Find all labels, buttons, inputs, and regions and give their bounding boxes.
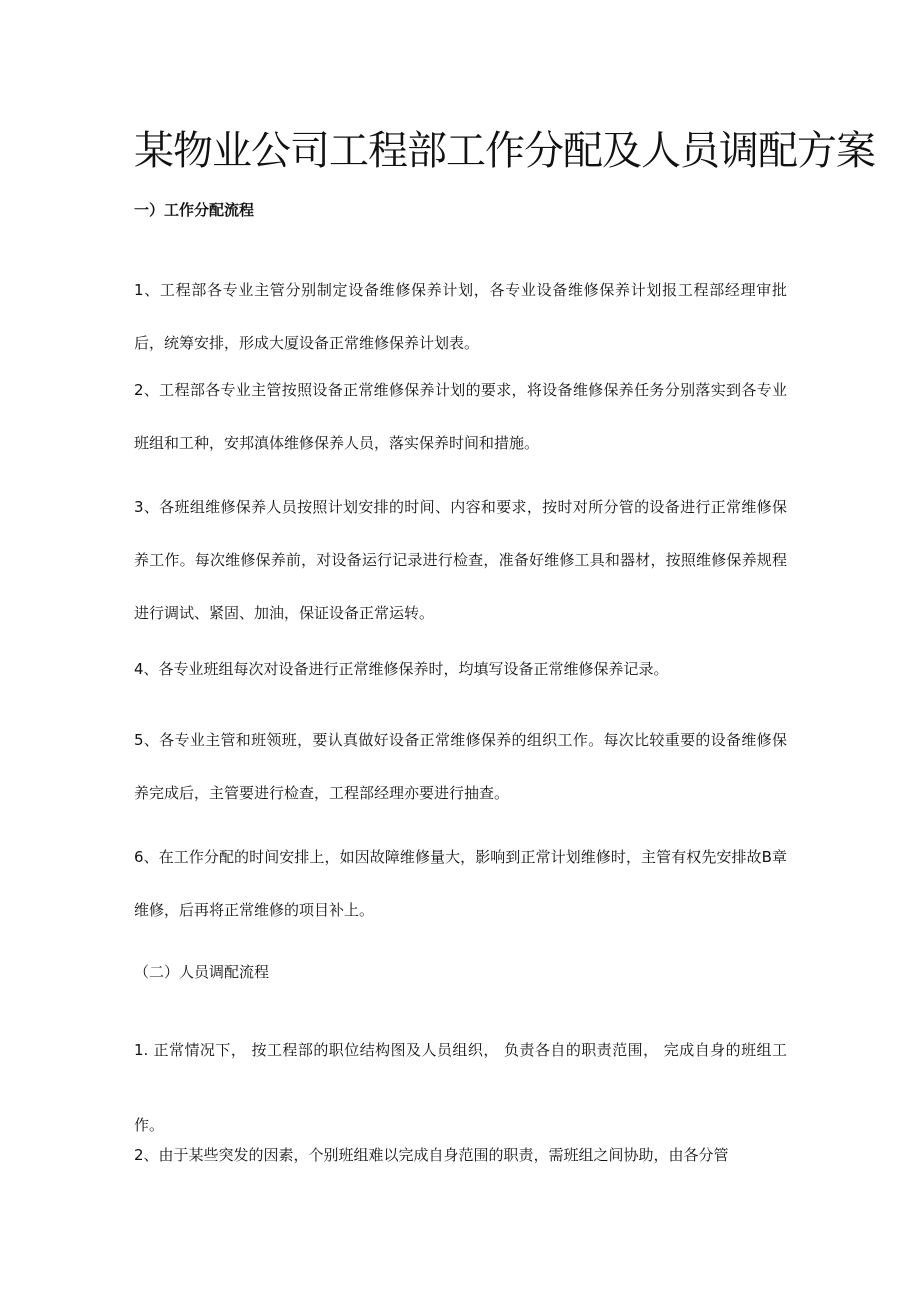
document-title: 某物业公司工程部工作分配及人员调配方案 xyxy=(134,128,875,174)
section-heading-work-allocation: 一）工作分配流程 xyxy=(134,201,255,219)
paragraph-6: 6、在工作分配的时间安排上，如因故障维修量大，影响到正常计划维修时，主管有权先安排故B章维修，后再将正常维修的项目补上。 xyxy=(134,848,787,919)
paragraph-4: 4、各专业班组每次对设备进行正常维修保养时，均填写设备正常维修保养记录。 xyxy=(134,660,669,678)
staff-paragraph-2: 2、由于某些突发的因素，个别班组难以完成自身范围的职责，需班组之间协助，由各分管 xyxy=(134,1146,729,1164)
section-heading-staff-deployment: （二）人员调配流程 xyxy=(134,963,270,981)
paragraph-2: 2、工程部各专业主管按照设备正常维修保养计划的要求，将设备维修保养任务分别落实到各专业班组和工种，安邦滇体维修保养人员，落实保养时间和措施。 xyxy=(134,381,787,452)
paragraph-3: 3、各班组维修保养人员按照计划安排的时间、内容和要求，按时对所分管的设备进行正常维修保养工作。每次维修保养前，对设备运行记录进行检查，准备好维修工具和器材，按照维修保养规程进行调试、紧固、加油，保证设备正常运转。 xyxy=(134,498,787,622)
staff-paragraph-1: 1. 正常情况下， 按工程部的职位结构图及人员组织， 负责各自的职责范围， 完成自身的班组工作。 xyxy=(134,1041,787,1134)
paragraph-5: 5、各专业主管和班领班，要认真做好设备正常维修保养的组织工作。每次比较重要的设备维修保养完成后，主管要进行检查，工程部经理亦要进行抽查。 xyxy=(134,731,787,802)
paragraph-1: 1、工程部各专业主管分别制定设备维修保养计划，各专业设备维修保养计划报工程部经理审批后，统筹安排，形成大厦设备正常维修保养计划表。 xyxy=(134,281,787,352)
